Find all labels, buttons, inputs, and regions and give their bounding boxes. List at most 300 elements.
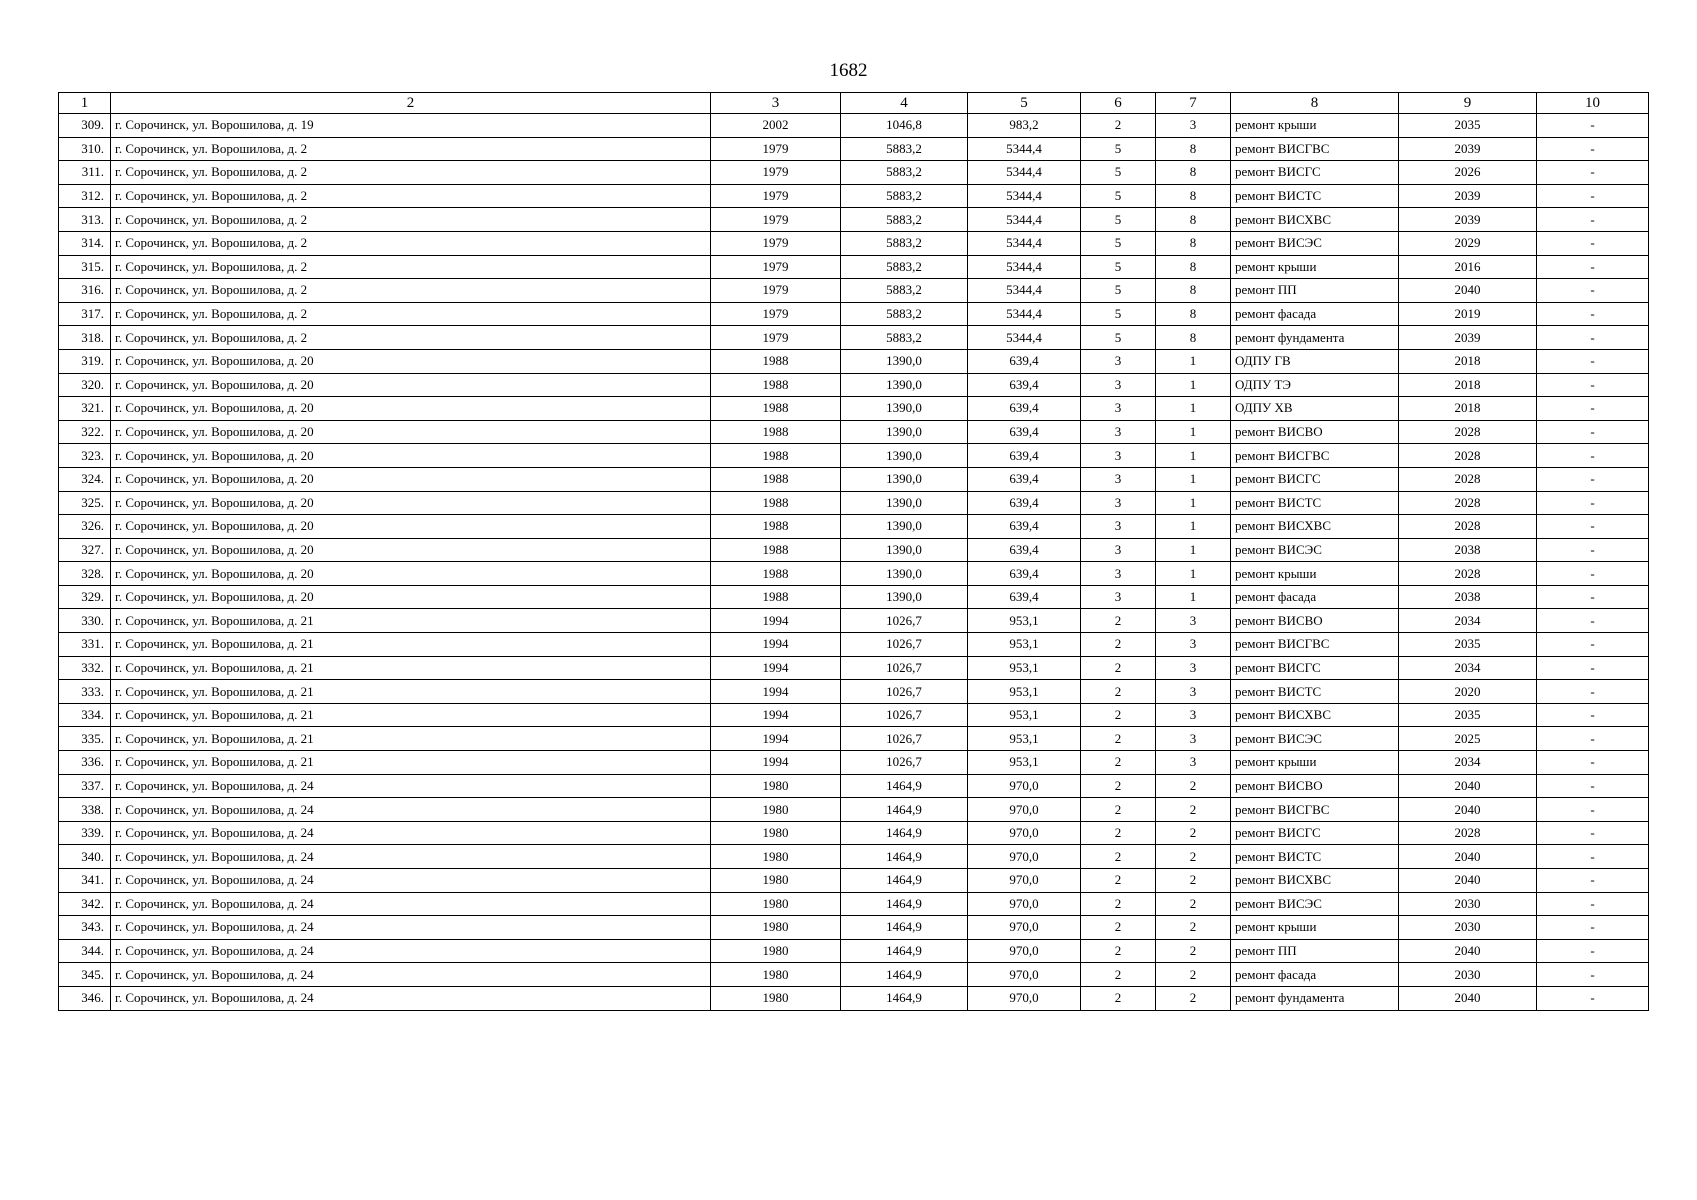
work-type-cell: ремонт ВИСГС [1231, 467, 1399, 491]
note-cell: - [1537, 585, 1649, 609]
table-row [59, 869, 1649, 893]
entrances-cell: 3 [1156, 656, 1231, 680]
year-cell: 1980 [711, 845, 841, 869]
floors-cell: 2 [1081, 656, 1156, 680]
year-cell: 1994 [711, 727, 841, 751]
address-cell: г. Сорочинск, ул. Ворошилова, д. 19 [111, 114, 711, 138]
floors-cell: 2 [1081, 939, 1156, 963]
work-type-cell: ремонт ВИСГС [1231, 656, 1399, 680]
year-cell: 1994 [711, 633, 841, 657]
entrances-cell: 2 [1156, 892, 1231, 916]
work-type-cell: ОДПУ ГВ [1231, 349, 1399, 373]
entrances-cell: 8 [1156, 302, 1231, 326]
living-area-cell: 970,0 [968, 798, 1081, 822]
address-cell: г. Сорочинск, ул. Ворошилова, д. 20 [111, 420, 711, 444]
entrances-cell: 2 [1156, 774, 1231, 798]
year-cell: 2002 [711, 114, 841, 138]
living-area-cell: 639,4 [968, 585, 1081, 609]
address-cell: г. Сорочинск, ул. Ворошилова, д. 20 [111, 444, 711, 468]
total-area-cell: 1464,9 [841, 821, 968, 845]
entrances-cell: 3 [1156, 727, 1231, 751]
table-row [59, 538, 1649, 562]
planned-year-cell: 2030 [1399, 892, 1537, 916]
year-cell: 1979 [711, 326, 841, 350]
entrances-cell: 3 [1156, 114, 1231, 138]
total-area-cell: 1026,7 [841, 609, 968, 633]
year-cell: 1980 [711, 892, 841, 916]
total-area-cell: 1464,9 [841, 986, 968, 1010]
work-type-cell: ремонт ВИСТС [1231, 184, 1399, 208]
year-cell: 1988 [711, 562, 841, 586]
planned-year-cell: 2028 [1399, 420, 1537, 444]
note-cell: - [1537, 703, 1649, 727]
floors-cell: 2 [1081, 869, 1156, 893]
total-area-cell: 1464,9 [841, 845, 968, 869]
floors-cell: 3 [1081, 467, 1156, 491]
note-cell: - [1537, 255, 1649, 279]
address-cell: г. Сорочинск, ул. Ворошилова, д. 20 [111, 562, 711, 586]
work-type-cell: ремонт ВИСЭС [1231, 231, 1399, 255]
year-cell: 1988 [711, 538, 841, 562]
total-area-cell: 5883,2 [841, 302, 968, 326]
note-cell: - [1537, 963, 1649, 987]
year-cell: 1980 [711, 869, 841, 893]
note-cell: - [1537, 892, 1649, 916]
row-number-cell: 318. [59, 326, 111, 350]
work-type-cell: ремонт ВИСГВС [1231, 633, 1399, 657]
address-cell: г. Сорочинск, ул. Ворошилова, д. 21 [111, 680, 711, 704]
living-area-cell: 953,1 [968, 609, 1081, 633]
planned-year-cell: 2018 [1399, 349, 1537, 373]
register-table [58, 92, 1649, 1011]
planned-year-cell: 2016 [1399, 255, 1537, 279]
floors-cell: 2 [1081, 114, 1156, 138]
note-cell: - [1537, 491, 1649, 515]
year-cell: 1979 [711, 302, 841, 326]
work-type-cell: ремонт ПП [1231, 939, 1399, 963]
floors-cell: 3 [1081, 349, 1156, 373]
living-area-cell: 639,4 [968, 444, 1081, 468]
floors-cell: 3 [1081, 515, 1156, 539]
entrances-cell: 2 [1156, 821, 1231, 845]
table-row [59, 609, 1649, 633]
row-number-cell: 325. [59, 491, 111, 515]
total-area-cell: 1390,0 [841, 562, 968, 586]
total-area-cell: 5883,2 [841, 279, 968, 303]
year-cell: 1988 [711, 444, 841, 468]
table-row [59, 798, 1649, 822]
total-area-cell: 1026,7 [841, 751, 968, 775]
living-area-cell: 5344,4 [968, 326, 1081, 350]
row-number-cell: 324. [59, 467, 111, 491]
work-type-cell: ремонт крыши [1231, 562, 1399, 586]
note-cell: - [1537, 845, 1649, 869]
entrances-cell: 2 [1156, 986, 1231, 1010]
address-cell: г. Сорочинск, ул. Ворошилова, д. 2 [111, 279, 711, 303]
table-row [59, 231, 1649, 255]
address-cell: г. Сорочинск, ул. Ворошилова, д. 24 [111, 963, 711, 987]
table-row [59, 656, 1649, 680]
total-area-cell: 1390,0 [841, 538, 968, 562]
total-area-cell: 5883,2 [841, 137, 968, 161]
entrances-cell: 8 [1156, 208, 1231, 232]
living-area-cell: 970,0 [968, 821, 1081, 845]
note-cell: - [1537, 208, 1649, 232]
floors-cell: 3 [1081, 562, 1156, 586]
floors-cell: 2 [1081, 963, 1156, 987]
note-cell: - [1537, 798, 1649, 822]
floors-cell: 5 [1081, 184, 1156, 208]
total-area-cell: 1390,0 [841, 467, 968, 491]
total-area-cell: 1046,8 [841, 114, 968, 138]
column-header: 2 [111, 93, 711, 114]
planned-year-cell: 2039 [1399, 137, 1537, 161]
address-cell: г. Сорочинск, ул. Ворошилова, д. 2 [111, 184, 711, 208]
year-cell: 1988 [711, 467, 841, 491]
address-cell: г. Сорочинск, ул. Ворошилова, д. 24 [111, 774, 711, 798]
floors-cell: 2 [1081, 609, 1156, 633]
note-cell: - [1537, 538, 1649, 562]
year-cell: 1988 [711, 349, 841, 373]
entrances-cell: 3 [1156, 751, 1231, 775]
note-cell: - [1537, 302, 1649, 326]
entrances-cell: 2 [1156, 798, 1231, 822]
planned-year-cell: 2040 [1399, 798, 1537, 822]
address-cell: г. Сорочинск, ул. Ворошилова, д. 24 [111, 798, 711, 822]
total-area-cell: 1390,0 [841, 515, 968, 539]
work-type-cell: ремонт ВИСЭС [1231, 538, 1399, 562]
note-cell: - [1537, 326, 1649, 350]
total-area-cell: 1464,9 [841, 963, 968, 987]
row-number-cell: 329. [59, 585, 111, 609]
year-cell: 1980 [711, 963, 841, 987]
work-type-cell: ремонт ВИСХВС [1231, 703, 1399, 727]
year-cell: 1979 [711, 184, 841, 208]
row-number-cell: 327. [59, 538, 111, 562]
year-cell: 1979 [711, 208, 841, 232]
living-area-cell: 639,4 [968, 467, 1081, 491]
row-number-cell: 323. [59, 444, 111, 468]
table-row [59, 680, 1649, 704]
total-area-cell: 1390,0 [841, 373, 968, 397]
work-type-cell: ремонт ВИСТС [1231, 680, 1399, 704]
column-header: 1 [59, 93, 111, 114]
note-cell: - [1537, 184, 1649, 208]
planned-year-cell: 2035 [1399, 703, 1537, 727]
year-cell: 1988 [711, 420, 841, 444]
work-type-cell: ремонт ВИСЭС [1231, 727, 1399, 751]
row-number-cell: 341. [59, 869, 111, 893]
table-row [59, 137, 1649, 161]
year-cell: 1980 [711, 986, 841, 1010]
row-number-cell: 326. [59, 515, 111, 539]
living-area-cell: 5344,4 [968, 255, 1081, 279]
entrances-cell: 1 [1156, 397, 1231, 421]
note-cell: - [1537, 821, 1649, 845]
floors-cell: 5 [1081, 302, 1156, 326]
total-area-cell: 5883,2 [841, 255, 968, 279]
table-header [59, 93, 1649, 114]
floors-cell: 2 [1081, 751, 1156, 775]
address-cell: г. Сорочинск, ул. Ворошилова, д. 2 [111, 255, 711, 279]
table-row [59, 986, 1649, 1010]
planned-year-cell: 2018 [1399, 397, 1537, 421]
living-area-cell: 639,4 [968, 538, 1081, 562]
planned-year-cell: 2030 [1399, 963, 1537, 987]
work-type-cell: ремонт ВИСТС [1231, 491, 1399, 515]
column-header: 4 [841, 93, 968, 114]
total-area-cell: 1390,0 [841, 397, 968, 421]
total-area-cell: 5883,2 [841, 326, 968, 350]
year-cell: 1988 [711, 515, 841, 539]
row-number-cell: 316. [59, 279, 111, 303]
entrances-cell: 3 [1156, 680, 1231, 704]
table-row [59, 751, 1649, 775]
entrances-cell: 2 [1156, 869, 1231, 893]
total-area-cell: 1026,7 [841, 633, 968, 657]
address-cell: г. Сорочинск, ул. Ворошилова, д. 21 [111, 751, 711, 775]
floors-cell: 3 [1081, 373, 1156, 397]
row-number-cell: 331. [59, 633, 111, 657]
address-cell: г. Сорочинск, ул. Ворошилова, д. 20 [111, 491, 711, 515]
table-row [59, 373, 1649, 397]
row-number-cell: 345. [59, 963, 111, 987]
living-area-cell: 970,0 [968, 845, 1081, 869]
address-cell: г. Сорочинск, ул. Ворошилова, д. 24 [111, 916, 711, 940]
column-header: 9 [1399, 93, 1537, 114]
living-area-cell: 970,0 [968, 963, 1081, 987]
planned-year-cell: 2034 [1399, 751, 1537, 775]
planned-year-cell: 2029 [1399, 231, 1537, 255]
entrances-cell: 1 [1156, 585, 1231, 609]
year-cell: 1988 [711, 491, 841, 515]
entrances-cell: 1 [1156, 562, 1231, 586]
total-area-cell: 1464,9 [841, 774, 968, 798]
column-header: 7 [1156, 93, 1231, 114]
planned-year-cell: 2028 [1399, 515, 1537, 539]
address-cell: г. Сорочинск, ул. Ворошилова, д. 2 [111, 302, 711, 326]
address-cell: г. Сорочинск, ул. Ворошилова, д. 20 [111, 585, 711, 609]
living-area-cell: 639,4 [968, 491, 1081, 515]
table-row [59, 161, 1649, 185]
note-cell: - [1537, 774, 1649, 798]
year-cell: 1994 [711, 656, 841, 680]
entrances-cell: 3 [1156, 609, 1231, 633]
column-header: 10 [1537, 93, 1649, 114]
note-cell: - [1537, 680, 1649, 704]
entrances-cell: 1 [1156, 420, 1231, 444]
floors-cell: 5 [1081, 208, 1156, 232]
planned-year-cell: 2038 [1399, 585, 1537, 609]
work-type-cell: ремонт ВИСГВС [1231, 444, 1399, 468]
year-cell: 1980 [711, 916, 841, 940]
total-area-cell: 1026,7 [841, 727, 968, 751]
total-area-cell: 1464,9 [841, 939, 968, 963]
row-number-cell: 339. [59, 821, 111, 845]
floors-cell: 3 [1081, 585, 1156, 609]
entrances-cell: 1 [1156, 349, 1231, 373]
row-number-cell: 312. [59, 184, 111, 208]
planned-year-cell: 2040 [1399, 279, 1537, 303]
year-cell: 1980 [711, 939, 841, 963]
total-area-cell: 1390,0 [841, 420, 968, 444]
living-area-cell: 953,1 [968, 751, 1081, 775]
table-row [59, 774, 1649, 798]
planned-year-cell: 2025 [1399, 727, 1537, 751]
total-area-cell: 1390,0 [841, 585, 968, 609]
year-cell: 1979 [711, 231, 841, 255]
table-row [59, 916, 1649, 940]
floors-cell: 3 [1081, 491, 1156, 515]
address-cell: г. Сорочинск, ул. Ворошилова, д. 2 [111, 161, 711, 185]
row-number-cell: 343. [59, 916, 111, 940]
row-number-cell: 311. [59, 161, 111, 185]
floors-cell: 5 [1081, 231, 1156, 255]
note-cell: - [1537, 137, 1649, 161]
table-row [59, 585, 1649, 609]
work-type-cell: ОДПУ ХВ [1231, 397, 1399, 421]
planned-year-cell: 2040 [1399, 845, 1537, 869]
work-type-cell: ремонт ВИСГС [1231, 161, 1399, 185]
year-cell: 1988 [711, 585, 841, 609]
address-cell: г. Сорочинск, ул. Ворошилова, д. 24 [111, 845, 711, 869]
note-cell: - [1537, 916, 1649, 940]
planned-year-cell: 2035 [1399, 633, 1537, 657]
address-cell: г. Сорочинск, ул. Ворошилова, д. 20 [111, 349, 711, 373]
year-cell: 1979 [711, 137, 841, 161]
note-cell: - [1537, 515, 1649, 539]
planned-year-cell: 2040 [1399, 774, 1537, 798]
row-number-cell: 335. [59, 727, 111, 751]
entrances-cell: 8 [1156, 279, 1231, 303]
work-type-cell: ремонт ПП [1231, 279, 1399, 303]
row-number-cell: 344. [59, 939, 111, 963]
work-type-cell: ремонт ВИСТС [1231, 845, 1399, 869]
row-number-cell: 342. [59, 892, 111, 916]
note-cell: - [1537, 231, 1649, 255]
row-number-cell: 321. [59, 397, 111, 421]
table-row [59, 892, 1649, 916]
planned-year-cell: 2028 [1399, 491, 1537, 515]
note-cell: - [1537, 869, 1649, 893]
address-cell: г. Сорочинск, ул. Ворошилова, д. 2 [111, 137, 711, 161]
table-row [59, 515, 1649, 539]
living-area-cell: 639,4 [968, 373, 1081, 397]
row-number-cell: 333. [59, 680, 111, 704]
work-type-cell: ремонт ВИСХВС [1231, 869, 1399, 893]
living-area-cell: 970,0 [968, 986, 1081, 1010]
entrances-cell: 2 [1156, 916, 1231, 940]
table-row [59, 184, 1649, 208]
entrances-cell: 8 [1156, 255, 1231, 279]
planned-year-cell: 2039 [1399, 208, 1537, 232]
table-row [59, 939, 1649, 963]
living-area-cell: 5344,4 [968, 208, 1081, 232]
year-cell: 1988 [711, 397, 841, 421]
floors-cell: 2 [1081, 916, 1156, 940]
total-area-cell: 1390,0 [841, 444, 968, 468]
address-cell: г. Сорочинск, ул. Ворошилова, д. 21 [111, 703, 711, 727]
year-cell: 1988 [711, 373, 841, 397]
address-cell: г. Сорочинск, ул. Ворошилова, д. 24 [111, 821, 711, 845]
table-row [59, 821, 1649, 845]
living-area-cell: 639,4 [968, 420, 1081, 444]
planned-year-cell: 2038 [1399, 538, 1537, 562]
floors-cell: 2 [1081, 798, 1156, 822]
total-area-cell: 1026,7 [841, 656, 968, 680]
living-area-cell: 970,0 [968, 916, 1081, 940]
floors-cell: 3 [1081, 444, 1156, 468]
planned-year-cell: 2028 [1399, 444, 1537, 468]
address-cell: г. Сорочинск, ул. Ворошилова, д. 20 [111, 373, 711, 397]
table-row [59, 845, 1649, 869]
living-area-cell: 5344,4 [968, 302, 1081, 326]
planned-year-cell: 2026 [1399, 161, 1537, 185]
entrances-cell: 3 [1156, 633, 1231, 657]
table-row [59, 467, 1649, 491]
table-row [59, 114, 1649, 138]
work-type-cell: ОДПУ ТЭ [1231, 373, 1399, 397]
living-area-cell: 953,1 [968, 656, 1081, 680]
planned-year-cell: 2034 [1399, 609, 1537, 633]
table-row [59, 420, 1649, 444]
entrances-cell: 1 [1156, 373, 1231, 397]
note-cell: - [1537, 939, 1649, 963]
page-number: 1682 [829, 60, 868, 81]
row-number-cell: 334. [59, 703, 111, 727]
row-number-cell: 320. [59, 373, 111, 397]
entrances-cell: 1 [1156, 538, 1231, 562]
row-number-cell: 322. [59, 420, 111, 444]
note-cell: - [1537, 279, 1649, 303]
table-row [59, 302, 1649, 326]
table-row [59, 326, 1649, 350]
note-cell: - [1537, 467, 1649, 491]
planned-year-cell: 2039 [1399, 184, 1537, 208]
column-header: 3 [711, 93, 841, 114]
row-number-cell: 328. [59, 562, 111, 586]
year-cell: 1994 [711, 703, 841, 727]
living-area-cell: 639,4 [968, 515, 1081, 539]
work-type-cell: ремонт ВИСГВС [1231, 798, 1399, 822]
living-area-cell: 5344,4 [968, 137, 1081, 161]
table-row [59, 727, 1649, 751]
note-cell: - [1537, 397, 1649, 421]
work-type-cell: ремонт крыши [1231, 751, 1399, 775]
note-cell: - [1537, 656, 1649, 680]
entrances-cell: 8 [1156, 231, 1231, 255]
row-number-cell: 337. [59, 774, 111, 798]
living-area-cell: 953,1 [968, 703, 1081, 727]
column-header: 6 [1081, 93, 1156, 114]
living-area-cell: 970,0 [968, 774, 1081, 798]
living-area-cell: 970,0 [968, 939, 1081, 963]
entrances-cell: 3 [1156, 703, 1231, 727]
address-cell: г. Сорочинск, ул. Ворошилова, д. 20 [111, 538, 711, 562]
row-number-cell: 338. [59, 798, 111, 822]
row-number-cell: 330. [59, 609, 111, 633]
row-number-cell: 315. [59, 255, 111, 279]
year-cell: 1994 [711, 609, 841, 633]
work-type-cell: ремонт ВИСЭС [1231, 892, 1399, 916]
floors-cell: 2 [1081, 774, 1156, 798]
total-area-cell: 1390,0 [841, 491, 968, 515]
floors-cell: 3 [1081, 420, 1156, 444]
entrances-cell: 8 [1156, 184, 1231, 208]
note-cell: - [1537, 751, 1649, 775]
work-type-cell: ремонт фасада [1231, 585, 1399, 609]
work-type-cell: ремонт ВИСГС [1231, 821, 1399, 845]
